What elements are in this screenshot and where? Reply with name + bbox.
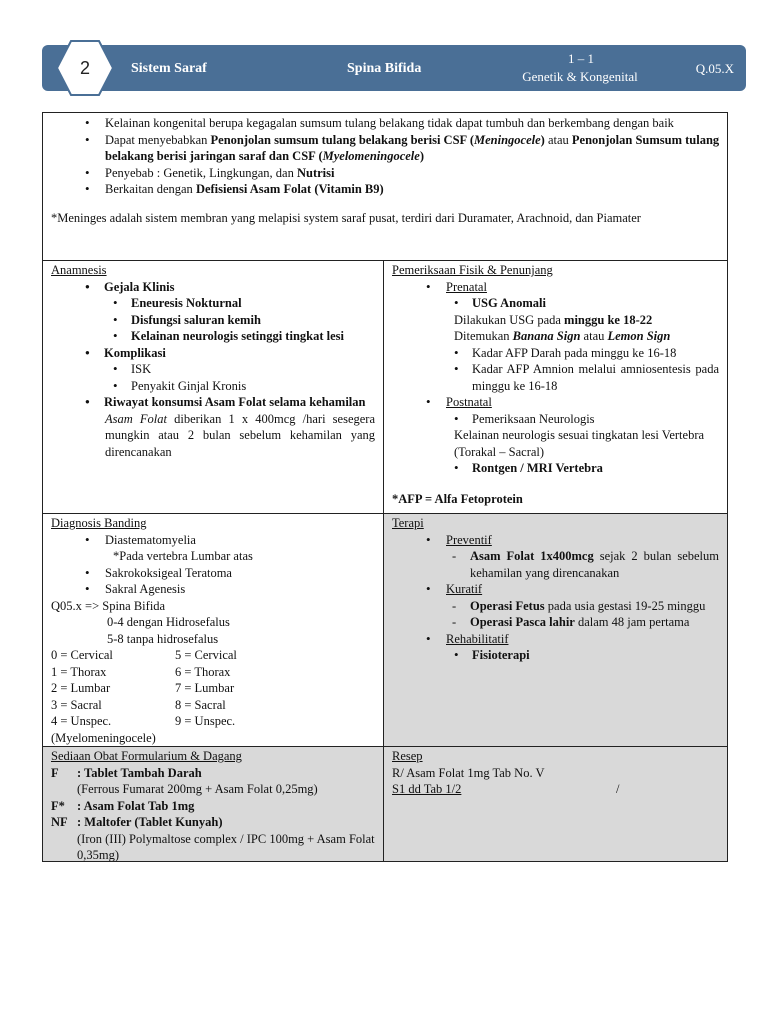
intro-item: • Dapat menyebabkan Penonjolan sumsum tulang belakang berisi CSF (Meningocele) atau Penonjolan Sumsum tulang belakang berisi jaringan saraf dan CSF (Myelomeningocele) (51, 132, 727, 165)
chapter-number: 2 (79, 58, 90, 78)
resep-line: S1 dd Tab 1/2 / (392, 782, 620, 796)
list-item: • Rehabilitatif (392, 631, 719, 648)
header-subtitle: Genetik & Kongenital (522, 69, 638, 84)
list-item: - Operasi Pasca lahir dalam 48 jam pertama (392, 614, 719, 631)
row-sediaan (43, 747, 727, 861)
list-item: - Operasi Fetus pada usia gestasi 19-25 minggu (392, 598, 719, 615)
code-item: 5 = Cervical (175, 648, 237, 662)
pemeriksaan-cell (384, 261, 727, 513)
usg-line: Ditemukan Banana Sign atau Lemon Sign (454, 329, 671, 343)
codes-note: (Myelomeningocele) (51, 730, 156, 745)
intro-item: • Kelainan kongenital berupa kegagalan sumsum tulang belakang tidak dapat tumbuh dan berkembang dengan baik (51, 115, 727, 132)
list-item: • Rontgen / MRI Vertebra (392, 460, 719, 477)
code-item: 1 = Thorax (51, 664, 107, 679)
terapi-cell (384, 514, 727, 746)
list-item: • Diastematomyelia (51, 532, 375, 549)
list-item: • Preventif (392, 532, 719, 549)
drug-line: NF : Maltofer (Tablet Kunyah) (51, 815, 223, 829)
anamnesis-heading: Anamnesis (51, 263, 107, 277)
diagnosis-cell (43, 514, 384, 746)
list-item: • Eneuresis Nokturnal (51, 295, 375, 312)
list-item: • ISK (51, 361, 375, 378)
q05-line: Q05.x => Spina Bifida (51, 598, 166, 613)
header-topic: Spina Bifida (347, 61, 422, 76)
row-diagnosis (43, 514, 727, 747)
resep-heading: Resep (392, 749, 423, 763)
riwayat-desc: Asam Folat diberikan 1 x 400mcg /hari sesegera mungkin atau 2 bulan sebelum kehamilan yang direncanakan (105, 411, 376, 459)
neuro-desc: Kelainan neurologis sesuai tingkatan lesi Vertebra (Torakal – Sacral) (454, 428, 705, 459)
code-item: 4 = Unspec. (51, 714, 112, 728)
list-item: • Sakral Agenesis (51, 581, 375, 598)
diastomyelia-note: *Pada vertebra Lumbar atas (113, 549, 253, 563)
afp-note: *AFP = Alfa Fetoprotein (392, 491, 523, 506)
diagnosis-heading: Diagnosis Banding (51, 516, 147, 530)
intro-item: • Penyebab : Genetik, Lingkungan, dan Nutrisi (51, 165, 727, 182)
intro-item: • Berkaitan dengan Defisiensi Asam Folat (Vitamin B9) (51, 181, 727, 198)
sediaan-heading: Sediaan Obat Formularium & Dagang (51, 749, 242, 763)
list-item: • Kelainan neurologis setinggi tingkat lesi (51, 328, 375, 345)
intro-section (43, 113, 727, 261)
terapi-heading: Terapi (392, 516, 424, 530)
drug-desc: (Iron (III) Polymaltose complex / IPC 100mg + Asam Folat 0,35mg) (77, 831, 375, 861)
sediaan-cell (43, 747, 384, 861)
anamnesis-cell (43, 261, 384, 513)
code-item: 2 = Lumbar (51, 681, 111, 695)
header-title: Sistem Saraf (131, 61, 207, 76)
header-bar (42, 45, 746, 91)
header-page: 1 – 1 (568, 51, 594, 66)
list-item: ● Riwayat konsumsi Asam Folat selama kehamilan (51, 394, 375, 411)
resep-cell (384, 747, 727, 861)
code-table (51, 647, 375, 730)
code-item: 7 = Lumbar (175, 681, 235, 695)
list-item: - Asam Folat 1x400mcg sejak 2 bulan sebelum kehamilan yang direncanakan (392, 548, 719, 581)
q05-sub: 0-4 dengan Hidrosefalus (107, 615, 230, 629)
list-item: • USG Anomali (392, 295, 719, 312)
list-item: • Disfungsi saluran kemih (51, 312, 375, 329)
list-item: • Sakrokoksigeal Teratoma (51, 565, 375, 582)
drug-line: F : Tablet Tambah Darah (51, 765, 202, 780)
meninges-note: *Meninges adalah sistem membran yang melapisi system saraf pusat, terdiri dari Duramater, Arachnoid, dan Piamater (51, 210, 641, 225)
list-item: • Fisioterapi (392, 647, 719, 664)
resep-line: R/ Asam Folat 1mg Tab No. V (392, 765, 545, 780)
list-item: • Postnatal (392, 394, 719, 411)
content-table (42, 112, 728, 862)
list-item: • Kuratif (392, 581, 719, 598)
drug-desc: (Ferrous Fumarat 200mg + Asam Folat 0,25mg) (77, 782, 318, 796)
list-item: • Kadar AFP Amnion melalui amniosentesis pada minggu ke 16-18 (392, 361, 719, 394)
pemeriksaan-heading: Pemeriksaan Fisik & Penunjang (392, 263, 553, 277)
header-code: Q.05.X (695, 61, 734, 76)
code-item: 8 = Sacral (175, 697, 226, 712)
list-item: • Prenatal (392, 279, 719, 296)
list-item: • Pemeriksaan Neurologis (392, 411, 719, 428)
list-item: ● Gejala Klinis (51, 279, 375, 296)
row-anamnesis (43, 261, 727, 514)
code-item: 3 = Sacral (51, 697, 102, 712)
list-item: ● Komplikasi (51, 345, 375, 362)
code-item: 9 = Unspec. (175, 714, 236, 728)
code-item: 0 = Cervical (51, 648, 113, 662)
list-item: • Kadar AFP Darah pada minggu ke 16-18 (392, 345, 719, 362)
q05-sub: 5-8 tanpa hidrosefalus (107, 631, 219, 646)
usg-line: Dilakukan USG pada minggu ke 18-22 (454, 312, 653, 327)
drug-line: F* : Asam Folat Tab 1mg (51, 798, 195, 813)
code-item: 6 = Thorax (175, 664, 231, 679)
list-item: • Penyakit Ginjal Kronis (51, 378, 375, 395)
